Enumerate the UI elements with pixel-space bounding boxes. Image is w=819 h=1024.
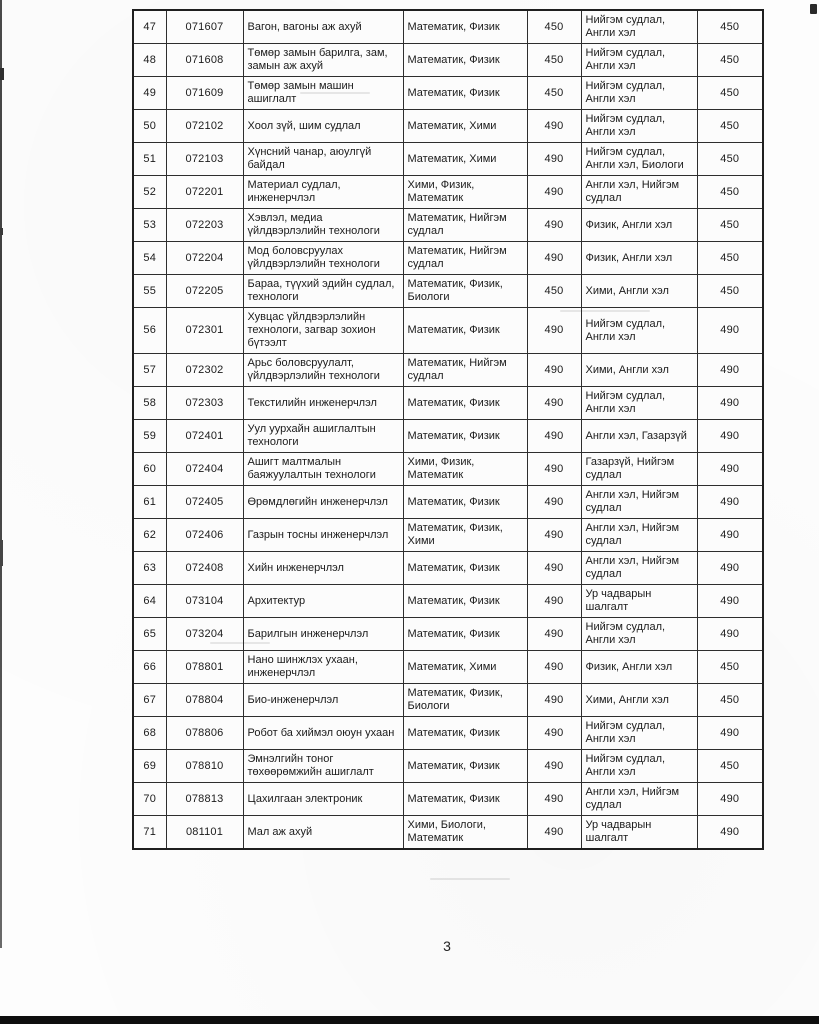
second-score-cell: 450: [697, 176, 763, 209]
row-number-cell: 71: [133, 816, 166, 850]
program-code-cell: 073204: [166, 618, 243, 651]
second-score-cell: 450: [697, 44, 763, 77]
exam-subjects-cell: Хими, Физик, Математик: [403, 453, 527, 486]
exam-subjects-cell: Математик, Физик, Биологи: [403, 684, 527, 717]
table-row: [133, 519, 763, 552]
program-name-cell: Уул уурхайн ашиглалтын технологи: [243, 420, 403, 453]
second-subjects-cell: Нийгэм судлал, Англи хэл: [581, 717, 697, 750]
program-code-cell: 072404: [166, 453, 243, 486]
second-subjects-cell: Англи хэл, Нийгэм судлал: [581, 176, 697, 209]
program-code-cell: 072102: [166, 110, 243, 143]
second-score-cell: 490: [697, 618, 763, 651]
page-number: 3: [443, 938, 451, 954]
second-score-cell: 450: [697, 242, 763, 275]
table-row: [133, 209, 763, 242]
program-name-cell: Архитектур: [243, 585, 403, 618]
program-code-cell: 071609: [166, 77, 243, 110]
exam-subjects-cell: Математик, Физик: [403, 717, 527, 750]
row-number-cell: 59: [133, 420, 166, 453]
program-name-cell: Текстилийн инженерчлэл: [243, 387, 403, 420]
second-score-cell: 450: [697, 750, 763, 783]
row-number-cell: 60: [133, 453, 166, 486]
scan-artifact-bottom-bar: [0, 1016, 819, 1024]
threshold-score-cell: 490: [527, 308, 581, 354]
second-subjects-cell: Англи хэл, Газарзүй: [581, 420, 697, 453]
program-code-cell: 072301: [166, 308, 243, 354]
second-score-cell: 490: [697, 519, 763, 552]
exam-subjects-cell: Математик, Хими: [403, 110, 527, 143]
threshold-score-cell: 490: [527, 209, 581, 242]
program-code-cell: 072103: [166, 143, 243, 176]
threshold-score-cell: 450: [527, 44, 581, 77]
program-name-cell: Материал судлал, инженерчлэл: [243, 176, 403, 209]
program-name-cell: Цахилгаан электроник: [243, 783, 403, 816]
table-row: [133, 176, 763, 209]
table-row: [133, 110, 763, 143]
program-code-cell: 072405: [166, 486, 243, 519]
row-number-cell: 57: [133, 354, 166, 387]
admission-programs-table: [132, 9, 764, 850]
second-score-cell: 490: [697, 816, 763, 850]
threshold-score-cell: 490: [527, 552, 581, 585]
table-row: [133, 387, 763, 420]
row-number-cell: 56: [133, 308, 166, 354]
second-subjects-cell: Нийгэм судлал, Англи хэл, Биологи: [581, 143, 697, 176]
table-row: [133, 275, 763, 308]
second-subjects-cell: Ур чадварын шалгалт: [581, 816, 697, 850]
program-code-cell: 072205: [166, 275, 243, 308]
threshold-score-cell: 490: [527, 618, 581, 651]
program-name-cell: Хийн инженерчлэл: [243, 552, 403, 585]
threshold-score-cell: 490: [527, 387, 581, 420]
second-score-cell: 450: [697, 684, 763, 717]
exam-subjects-cell: Математик, Физик: [403, 552, 527, 585]
table-row: [133, 486, 763, 519]
program-name-cell: Мал аж ахуй: [243, 816, 403, 850]
second-subjects-cell: Англи хэл, Нийгэм судлал: [581, 486, 697, 519]
second-subjects-cell: Газарзүй, Нийгэм судлал: [581, 453, 697, 486]
row-number-cell: 68: [133, 717, 166, 750]
second-score-cell: 490: [697, 387, 763, 420]
threshold-score-cell: 490: [527, 750, 581, 783]
second-subjects-cell: Физик, Англи хэл: [581, 209, 697, 242]
second-score-cell: 450: [697, 110, 763, 143]
second-score-cell: 490: [697, 453, 763, 486]
threshold-score-cell: 450: [527, 275, 581, 308]
row-number-cell: 54: [133, 242, 166, 275]
exam-subjects-cell: Математик, Физик: [403, 77, 527, 110]
threshold-score-cell: 450: [527, 77, 581, 110]
scan-artifact-mark: [0, 228, 3, 235]
row-number-cell: 47: [133, 10, 166, 44]
table-row: [133, 308, 763, 354]
row-number-cell: 64: [133, 585, 166, 618]
row-number-cell: 55: [133, 275, 166, 308]
second-subjects-cell: Нийгэм судлал, Англи хэл: [581, 110, 697, 143]
scan-artifact-mark: [0, 540, 3, 566]
program-name-cell: Өрөмдлөгийн инженерчлэл: [243, 486, 403, 519]
second-subjects-cell: Нийгэм судлал, Англи хэл: [581, 618, 697, 651]
second-score-cell: 490: [697, 552, 763, 585]
second-subjects-cell: Нийгэм судлал, Англи хэл: [581, 44, 697, 77]
exam-subjects-cell: Математик, Нийгэм судлал: [403, 209, 527, 242]
table-row: [133, 77, 763, 110]
second-subjects-cell: Хими, Англи хэл: [581, 354, 697, 387]
row-number-cell: 66: [133, 651, 166, 684]
second-score-cell: 450: [697, 209, 763, 242]
program-name-cell: Бараа, түүхий эдийн судлал, технологи: [243, 275, 403, 308]
threshold-score-cell: 490: [527, 519, 581, 552]
exam-subjects-cell: Математик, Физик: [403, 783, 527, 816]
table-row: [133, 750, 763, 783]
second-score-cell: 490: [697, 783, 763, 816]
second-subjects-cell: Англи хэл, Нийгэм судлал: [581, 783, 697, 816]
table-row: [133, 585, 763, 618]
program-name-cell: Хэвлэл, медиа үйлдвэрлэлийн технологи: [243, 209, 403, 242]
program-name-cell: Эмнэлгийн тоног төхөөрөмжийн ашиглалт: [243, 750, 403, 783]
program-code-cell: 071608: [166, 44, 243, 77]
program-name-cell: Ашигт малтмалын баяжуулалтын технологи: [243, 453, 403, 486]
threshold-score-cell: 490: [527, 585, 581, 618]
table-row: [133, 552, 763, 585]
program-name-cell: Вагон, вагоны аж ахуй: [243, 10, 403, 44]
threshold-score-cell: 490: [527, 486, 581, 519]
program-name-cell: Робот ба хиймэл оюун ухаан: [243, 717, 403, 750]
program-code-cell: 071607: [166, 10, 243, 44]
program-name-cell: Хүнсний чанар, аюулгүй байдал: [243, 143, 403, 176]
table-row: [133, 354, 763, 387]
row-number-cell: 65: [133, 618, 166, 651]
threshold-score-cell: 490: [527, 143, 581, 176]
row-number-cell: 70: [133, 783, 166, 816]
table-row: [133, 420, 763, 453]
threshold-score-cell: 490: [527, 651, 581, 684]
exam-subjects-cell: Математик, Физик: [403, 387, 527, 420]
program-code-cell: 072203: [166, 209, 243, 242]
threshold-score-cell: 490: [527, 717, 581, 750]
exam-subjects-cell: Хими, Физик, Математик: [403, 176, 527, 209]
exam-subjects-cell: Математик, Физик: [403, 420, 527, 453]
exam-subjects-cell: Математик, Физик, Хими: [403, 519, 527, 552]
program-name-cell: Барилгын инженерчлэл: [243, 618, 403, 651]
threshold-score-cell: 490: [527, 816, 581, 850]
second-score-cell: 450: [697, 275, 763, 308]
program-code-cell: 078801: [166, 651, 243, 684]
row-number-cell: 52: [133, 176, 166, 209]
threshold-score-cell: 490: [527, 176, 581, 209]
table-row: [133, 618, 763, 651]
exam-subjects-cell: Математик, Нийгэм судлал: [403, 354, 527, 387]
second-subjects-cell: Физик, Англи хэл: [581, 242, 697, 275]
scan-artifact-left-edge-line: [0, 0, 2, 948]
program-code-cell: 072204: [166, 242, 243, 275]
program-name-cell: Төмөр замын барилга, зам, замын аж ахуй: [243, 44, 403, 77]
table-row: [133, 44, 763, 77]
program-name-cell: Арьс боловсруулалт, үйлдвэрлэлийн технологи: [243, 354, 403, 387]
program-name-cell: Газрын тосны инженерчлэл: [243, 519, 403, 552]
second-score-cell: 490: [697, 486, 763, 519]
second-subjects-cell: Ур чадварын шалгалт: [581, 585, 697, 618]
row-number-cell: 62: [133, 519, 166, 552]
program-name-cell: Төмөр замын машин ашиглалт: [243, 77, 403, 110]
row-number-cell: 69: [133, 750, 166, 783]
exam-subjects-cell: Математик, Физик: [403, 10, 527, 44]
second-score-cell: 450: [697, 651, 763, 684]
exam-subjects-cell: Хими, Биологи, Математик: [403, 816, 527, 850]
row-number-cell: 50: [133, 110, 166, 143]
row-number-cell: 67: [133, 684, 166, 717]
second-score-cell: 450: [697, 77, 763, 110]
exam-subjects-cell: Математик, Физик: [403, 750, 527, 783]
table-row: [133, 453, 763, 486]
exam-subjects-cell: Математик, Физик, Биологи: [403, 275, 527, 308]
program-name-cell: Мод боловсруулах үйлдвэрлэлийн технологи: [243, 242, 403, 275]
row-number-cell: 48: [133, 44, 166, 77]
exam-subjects-cell: Математик, Хими: [403, 143, 527, 176]
scan-artifact-smudge: [430, 878, 510, 880]
threshold-score-cell: 490: [527, 684, 581, 717]
program-code-cell: 072401: [166, 420, 243, 453]
second-score-cell: 450: [697, 10, 763, 44]
second-subjects-cell: Хими, Англи хэл: [581, 275, 697, 308]
program-code-cell: 072201: [166, 176, 243, 209]
row-number-cell: 63: [133, 552, 166, 585]
second-subjects-cell: Нийгэм судлал, Англи хэл: [581, 10, 697, 44]
table-row: [133, 242, 763, 275]
row-number-cell: 58: [133, 387, 166, 420]
table-row: [133, 684, 763, 717]
exam-subjects-cell: Математик, Хими: [403, 651, 527, 684]
program-code-cell: 073104: [166, 585, 243, 618]
exam-subjects-cell: Математик, Физик: [403, 486, 527, 519]
second-subjects-cell: Нийгэм судлал, Англи хэл: [581, 387, 697, 420]
table-body: [133, 10, 763, 849]
threshold-score-cell: 490: [527, 453, 581, 486]
threshold-score-cell: 490: [527, 783, 581, 816]
program-name-cell: Хувцас үйлдвэрлэлийн технологи, загвар зохион бүтээлт: [243, 308, 403, 354]
program-code-cell: 078813: [166, 783, 243, 816]
scan-artifact-mark: [810, 4, 817, 14]
second-subjects-cell: Нийгэм судлал, Англи хэл: [581, 308, 697, 354]
second-subjects-cell: Физик, Англи хэл: [581, 651, 697, 684]
program-code-cell: 078804: [166, 684, 243, 717]
second-score-cell: 490: [697, 308, 763, 354]
threshold-score-cell: 490: [527, 420, 581, 453]
table-row: [133, 143, 763, 176]
program-code-cell: 078806: [166, 717, 243, 750]
threshold-score-cell: 450: [527, 10, 581, 44]
exam-subjects-cell: Математик, Нийгэм судлал: [403, 242, 527, 275]
program-name-cell: Хоол зүй, шим судлал: [243, 110, 403, 143]
second-score-cell: 450: [697, 143, 763, 176]
program-code-cell: 072302: [166, 354, 243, 387]
threshold-score-cell: 490: [527, 110, 581, 143]
program-code-cell: 072303: [166, 387, 243, 420]
row-number-cell: 61: [133, 486, 166, 519]
second-subjects-cell: Англи хэл, Нийгэм судлал: [581, 552, 697, 585]
second-subjects-cell: Нийгэм судлал, Англи хэл: [581, 77, 697, 110]
threshold-score-cell: 490: [527, 354, 581, 387]
program-code-cell: 081101: [166, 816, 243, 850]
second-score-cell: 490: [697, 585, 763, 618]
row-number-cell: 51: [133, 143, 166, 176]
table-row: [133, 717, 763, 750]
exam-subjects-cell: Математик, Физик: [403, 308, 527, 354]
program-name-cell: Био-инженерчлэл: [243, 684, 403, 717]
second-subjects-cell: Англи хэл, Нийгэм судлал: [581, 519, 697, 552]
second-score-cell: 490: [697, 354, 763, 387]
program-code-cell: 072406: [166, 519, 243, 552]
threshold-score-cell: 490: [527, 242, 581, 275]
table-row: [133, 651, 763, 684]
table-row: [133, 783, 763, 816]
exam-subjects-cell: Математик, Физик: [403, 585, 527, 618]
exam-subjects-cell: Математик, Физик: [403, 44, 527, 77]
second-score-cell: 490: [697, 420, 763, 453]
second-subjects-cell: Хими, Англи хэл: [581, 684, 697, 717]
second-subjects-cell: Нийгэм судлал, Англи хэл: [581, 750, 697, 783]
exam-subjects-cell: Математик, Физик: [403, 618, 527, 651]
program-code-cell: 072408: [166, 552, 243, 585]
row-number-cell: 53: [133, 209, 166, 242]
table-row: [133, 10, 763, 44]
table-row: [133, 816, 763, 850]
second-score-cell: 490: [697, 717, 763, 750]
row-number-cell: 49: [133, 77, 166, 110]
scan-artifact-mark: [0, 68, 4, 80]
program-name-cell: Нано шинжлэх ухаан, инженерчлэл: [243, 651, 403, 684]
program-code-cell: 078810: [166, 750, 243, 783]
